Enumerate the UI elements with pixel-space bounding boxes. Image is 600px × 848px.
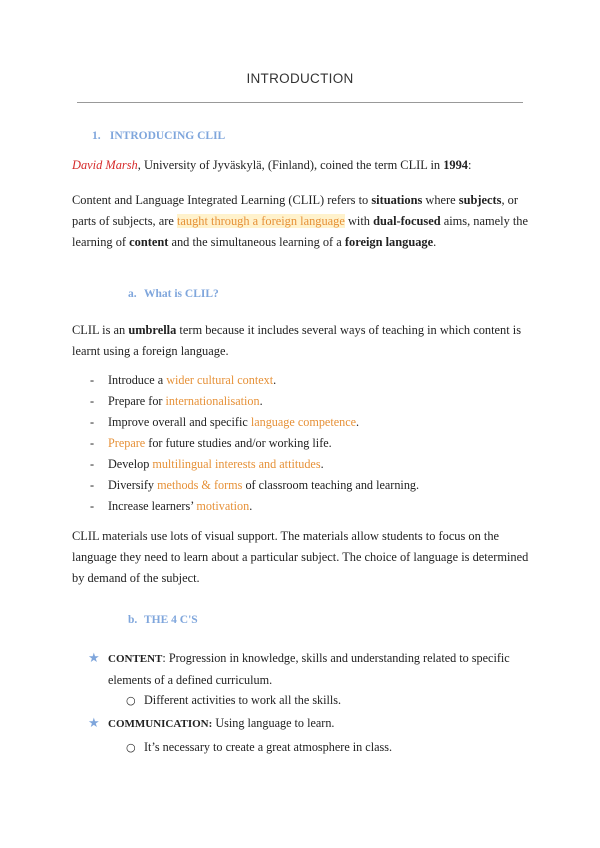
section-heading-what-is-clil: a. What is CLIL? xyxy=(128,288,219,300)
highlighted-phrase: taught through a foreign language xyxy=(176,214,345,228)
page-title: INTRODUCTION xyxy=(246,71,354,86)
list-item: - Diversify methods & forms of classroom teaching and learning. xyxy=(90,478,420,492)
content-subitem: ○ Different activities to work all the skills. xyxy=(126,690,341,711)
title-divider xyxy=(77,102,523,103)
section-number: 1. xyxy=(92,130,101,142)
intro-paragraph: David Marsh, University of Jyväskylä, (Finland), coined the term CLIL in 1994: xyxy=(72,158,472,172)
list-item: - Improve overall and specific language competence. xyxy=(90,415,360,429)
materials-paragraph: CLIL materials use lots of visual support. The materials allow students to focus on the language they need to learn about a particular subject. The choice of language is determined by demand of the subject. xyxy=(72,529,529,585)
communication-subitem: ○ It’s necessary to create a great atmosphere in class. xyxy=(126,737,392,758)
section-heading-4cs: b. THE 4 C'S xyxy=(128,614,198,626)
author-name: David Marsh xyxy=(72,158,138,172)
definition-paragraph: Content and Language Integrated Learning (CLIL) refers to situations where subjects, or parts of subjects, are taught through a foreign language with dual-focused aims, namely the learning of content and the simultaneous learning of a foreign language. xyxy=(72,193,528,249)
list-item: - Develop multilingual interests and attitudes. xyxy=(90,457,324,471)
circle-bullet-icon: ○ xyxy=(126,741,136,754)
section-title: INTRODUCING CLIL xyxy=(109,130,226,142)
bullet-list xyxy=(90,370,419,517)
year: 1994 xyxy=(443,158,468,172)
list-item: - Increase learners’ motivation. xyxy=(90,499,253,513)
section-heading-introducing-clil xyxy=(92,130,225,142)
list-item: - Prepare for future studies and/or working life. xyxy=(90,436,332,450)
list-item: - Prepare for internationalisation. xyxy=(90,394,263,408)
communication-item: ★ COMMUNICATION: Using language to learn. xyxy=(88,713,334,735)
star-icon: ★ xyxy=(88,716,100,731)
content-item: ★ CONTENT: Progression in knowledge, skills and understanding related to specific elements of a defined curriculum. xyxy=(88,648,510,691)
what-is-paragraph: CLIL is an umbrella term because it includes several ways of teaching in which content is learnt using a foreign language. xyxy=(72,323,522,358)
star-icon: ★ xyxy=(88,651,100,666)
list-item: - Introduce a wider cultural context. xyxy=(90,373,277,387)
circle-bullet-icon: ○ xyxy=(126,694,136,707)
